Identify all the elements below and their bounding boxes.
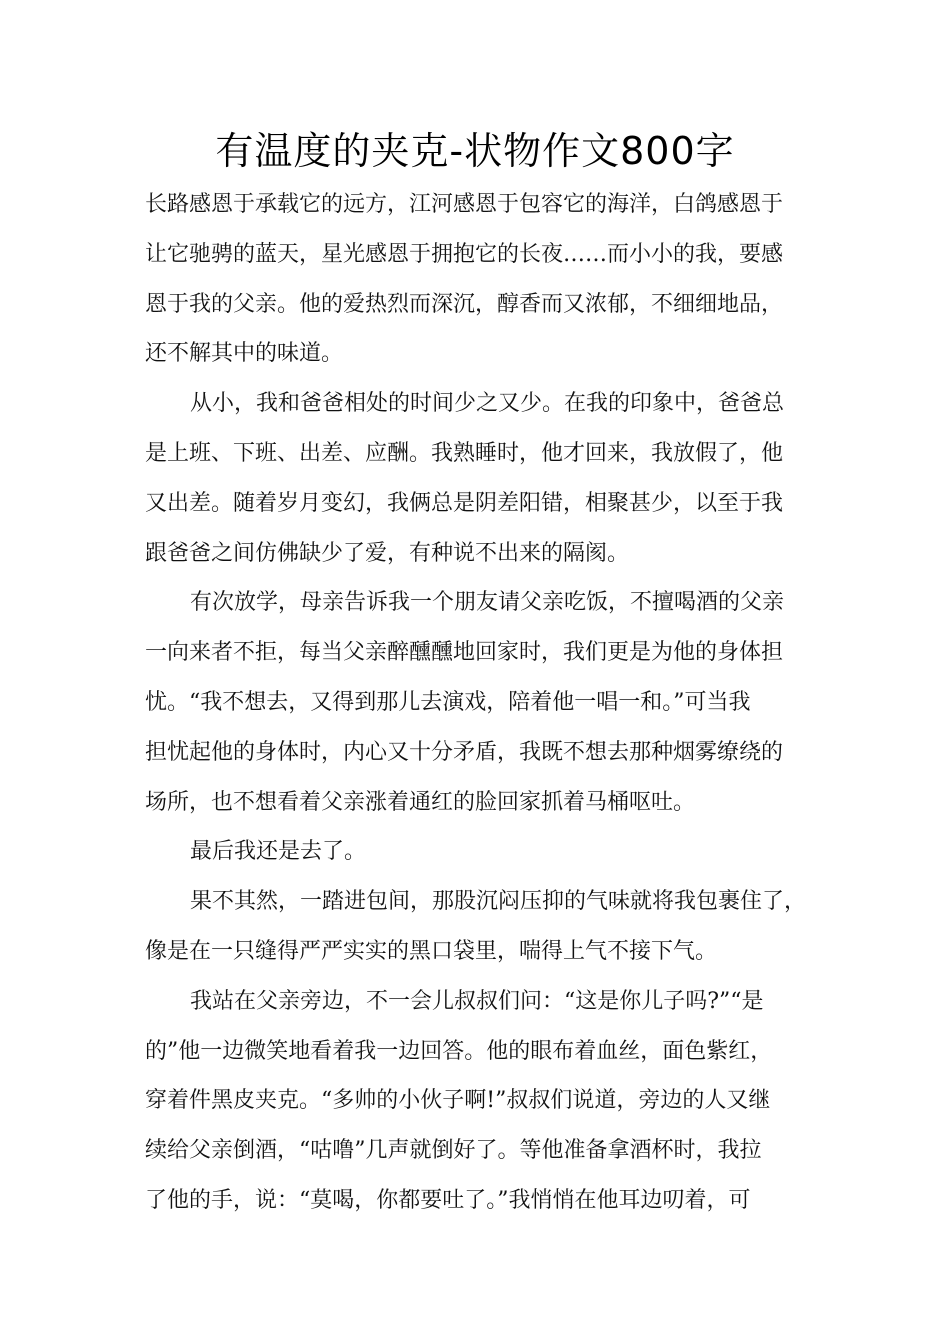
text-line: 长路感恩于承载它的远方，江河感恩于包容它的海洋，白鸽感恩于: [145, 192, 784, 217]
paragraph-start-line: 从小，我和爸爸相处的时间少之又少。在我的印象中，爸爸总: [190, 391, 785, 417]
text-line: 忧。“我不想去，又得到那儿去演戏，陪着他一唱一和。”可当我: [145, 689, 751, 715]
text-line: 还不解其中的味道。: [145, 341, 344, 367]
paragraph-start-line: 果不其然，一踏进包间，那股沉闷压抑的气味就将我包裹住了，: [190, 889, 807, 915]
essay-body: [145, 180, 809, 1226]
text-line: 一向来者不拒，每当父亲醉醺醺地回家时，我们更是为他的身体担: [145, 640, 784, 666]
text-line: 又出差。随着岁月变幻，我俩总是阴差阳错，相聚甚少，以至于我: [145, 490, 784, 516]
text-line: 像是在一只缝得严严实实的黑口袋里，喘得上气不接下气。: [145, 938, 718, 964]
text-line: 场所，也不想看着父亲涨着通红的脸回家抓着马桶呕吐。: [145, 789, 696, 815]
text-line: 穿着件黑皮夹克。“多帅的小伙子啊!”叔叔们说道，旁边的人又继: [145, 1088, 771, 1114]
text-line: 的”他一边微笑地看着我一边回答。他的眼布着血丝，面色紫红，: [145, 1038, 773, 1064]
text-line: 让它驰骋的蓝天，星光感恩于拥抱它的长夜……而小小的我，要感: [145, 241, 784, 267]
text-line: 是上班、下班、出差、应酬。我熟睡时，他才回来，我放假了，他: [145, 440, 784, 466]
paragraph-start-line: 我站在父亲旁边，不一会儿叔叔们问：“这是你儿子吗?”“是: [190, 988, 764, 1014]
text-line: 恩于我的父亲。他的爱热烈而深沉，醇香而又浓郁，不细细地品，: [145, 291, 784, 317]
text-line: 跟爸爸之间仿佛缺少了爱，有种说不出来的隔阂。: [145, 540, 630, 566]
page-title: 有温度的夹克-状物作文800字: [215, 129, 735, 173]
text-line: 担忧起他的身体时，内心又十分矛盾，我既不想去那种烟雾缭绕的: [145, 739, 784, 765]
paragraph-start-line: 最后我还是去了。: [190, 839, 367, 865]
paragraph-start-line: 有次放学，母亲告诉我一个朋友请父亲吃饭，不擅喝酒的父亲: [190, 590, 785, 616]
text-line: 续给父亲倒酒，“咕噜”几声就倒好了。等他准备拿酒杯时，我拉: [145, 1138, 762, 1164]
text-line: 了他的手，说：“莫喝，你都要吐了。”我悄悄在他耳边叨着，可: [145, 1187, 751, 1213]
